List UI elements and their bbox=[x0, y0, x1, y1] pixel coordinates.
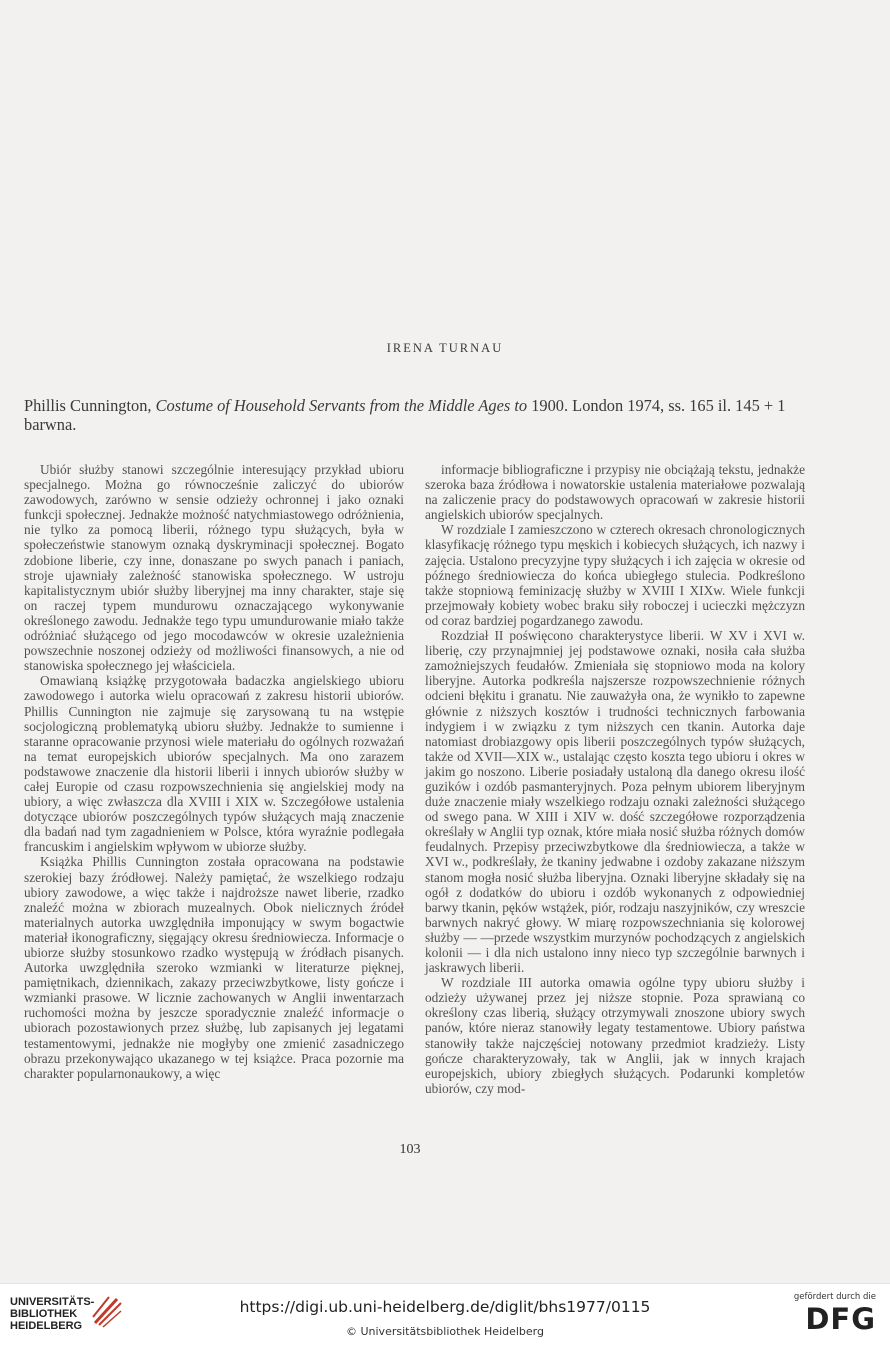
paragraph: informacje bibliograficzne i przypisy nie obciążają tekstu, jednakże szeroka baza źródłowa i nowatorskie ustalenia materiałowe pozwalają na zaliczenie pracy do podstawowych opracowań w zakresie historii angielskich ubiorów specjalnych. bbox=[425, 462, 805, 523]
left-column bbox=[24, 462, 404, 1081]
paragraph: Omawianą książkę przygotowała badaczka angielskiego ubioru zawodowego i autorka wielu opracowań z zakresu historii ubiorów. Phillis Cunnington nie zajmuje się zarysowaną tu na wstępie socjologiczną problematyką ubioru służby. Jednakże to sumienne i staranne opracowanie przynosi wiele materiału do ogólnych rozważań na temat europejskich ubiorów specjalnych. Ma ono zarazem podstawowe znaczenie dla historii liberii i innych ubiorów służby w całej Europie od czasu rozpowszechnienia się angielskiej mody na ubiory, a więc zwłaszcza dla XVIII i XIX w. Szczegółowe ustalenia dotyczące ubiorów poszczególnych typów służących mają znaczenie dla badań nad tym zagadnieniem w Polsce, która wyraźnie podlegała francuskim i angielskim wpływom w ubiorze służby. bbox=[24, 673, 404, 855]
review-author: IRENA TURNAU bbox=[386, 341, 504, 355]
viewer-footer bbox=[0, 1283, 890, 1347]
paragraph: Książka Phillis Cunnington została opracowana na podstawie szerokiej bazy źródłowej. Należy pamiętać, że wszelkiego rodzaju ubiory zawodowe, a więc także i najdroższe nawet liberie, rzadko znaleźć można w zbiorach muzealnych. Obok nielicznych źródeł materialnych autorka uwzględniła imponujący w swym bogactwie materiał ikonograficzny, sięgający okresu średniowiecza. Informacje o ubiorze służby stosunkowo rzadko występują w źródłach pisanych. Autorka uwzględniła szeroko wzmianki w literaturze pięknej, pamiętnikach, dziennikach, zakazy przeciwzbytkowe, listy gończe i wzmianki prasowe. W licznie zachowanych w Anglii inwentarzach ruchomości można by jeszcze sporadycznie znaleźć informacje o ubiorach pozostawionych przez służbę, lub zapisanych jej legatami testamentowymi, jednakże nie mogłyby one zmienić zasadniczego obrazu przekonywająco ukazanego w tej książce. Praca pozornie ma charakter popularnonaukowy, a więc bbox=[24, 854, 404, 1081]
copyright-notice: © Universitätsbibliothek Heidelberg bbox=[345, 1325, 544, 1338]
library-name-line: UNIVERSITÄTS- bbox=[10, 1296, 95, 1308]
paragraph: Ubiór służby stanowi szczególnie interesujący przykład ubioru specjalnego. Można go równocześnie zaliczyć do ubiorów zawodowych, zarówno w sensie odzieży ochronnej i jako oznaki funkcji społecznej. Jednakże możność natychmiastowego odróżnienia, nie tylko za pomocą liberii, różnego typu służących, była w społeczeństwie stanowym oznaką dyskryminacji społecznej. Bogato zdobione liberie, czy inne, donaszane po swych panach i paniach, stroje ujawniały zależność stanowiska społecznego. W ustroju kapitalistycznym ubiór służby liberyjnej ma inny charakter, staje się on raczej typem mundurowu oznaczającego wykonywanie określonego zawodu. Jednakże tego typu umundurowanie miało także odróżniać służącego od jego mocodawców w okresie uzależnienia powszechnie noszonej odzieży od możliwości finansowych, a nie od stanowiska społecznego jej właściciela. bbox=[24, 462, 404, 674]
book-citation bbox=[24, 396, 824, 434]
dfg-logo[interactable]: DFG bbox=[805, 1302, 876, 1336]
paragraph: W rozdziale I zamieszczono w czterech okresach chronologicznych klasyfikację różnego typu męskich i kobiecych służących, ich nazwy i zajęcia. Ustalono precyzyjne typy służących i ich zajęcia w okresie od późnego średniowiecza do końca ubiegłego stulecia. Podkreślono także stopniową feminizację służby w XVIII I XIXw. Wiele funkcji przejmowały kobiety wobec braku siły roboczej i ucieczki mężczyzn od coraz bardziej pogardzanego zawodu. bbox=[425, 522, 805, 628]
right-column bbox=[425, 462, 805, 1096]
library-name-line: HEIDELBERG bbox=[10, 1320, 83, 1332]
book-title: Costume of Household Servants from the Middle Ages to bbox=[155, 396, 528, 415]
funder-label: gefördert durch die bbox=[793, 1292, 876, 1302]
paragraph: W rozdziale III autorka omawia ogólne typy ubioru służby i odzieży używanej przez jej niższe stopnie. Poza sprawianą co określony czas liberią, służący otrzymywali znoszone ubiory swych panów, które nieraz stanowiły legaty testamentowe. Ubiory państwa stanowiły także najczęściej notowany przedmiot kradzieży. Listy gończe charakteryzowały, tak w Anglii, jak w innych krajach europejskich, ubiory zbiegłych służących. Podarunki kompletów ubiorów, czy mod- bbox=[425, 975, 805, 1096]
page-number: 103 bbox=[399, 1142, 421, 1157]
library-name-line: BIBLIOTHEK bbox=[10, 1308, 78, 1320]
library-logo-icon[interactable] bbox=[91, 1293, 123, 1329]
paragraph: Rozdział II poświęcono charakterystyce liberii. W XV i XVI w. liberię, czy przynajmniej jej podstawowe oznaki, nosiła cała służba zamożniejszych feudałów. Zmieniała się stopniowo moda na kolory liberyjne. Autorka podkreśla najszersze rozpowszechnienie różnych odcieni błękitu i granatu. Nie zauważyła ona, że wynikło to zapewne głównie z niższych kosztów i trudności technicznych farbowania indygiem i w związku z tym niższych cen tkanin. Autorka daje natomiast drobiazgowy opis liberii poszczególnych typów służących, także od XVII—XIX w., ustalając często koszta tego ubioru i okres w jakim go noszono. Liberie posiadały ustaloną dla danego okresu ilość guzików i ozdób pasmanteryjnych. Poza pełnym ubiorem liberyjnym duże znaczenie miały wszelkiego rodzaju oznaki zależności służącego od swego pana. W XIII i XIV w. dość szczegółowe rozporządzenia określały w Anglii typ oznak, które miała nosić służba różnych domów feudalnych. Przepisy przeciwzbytkowe dla średniowiecza, a także w XVI w., podkreślały, że tkaniny jedwabne i ozdoby zakazane niższym stanom mogła nosić służba liberyjna. Oznaki liberyjne składały się na ogół z dodatków do ubioru i ozdób wykonanych z odpowiedniej barwy tkanin, pęków wstążek, piór, rodzaju naszyjników, czy wreszcie barwnych nakryć głowy. W miarę rozpowszechniania się kolorowej służby — —przede wszystkim murzynów pochodzących z angielskich kolonii — i dla nich ustalono inny nieco typ szczególnie barwnych i jaskrawych liberii. bbox=[425, 628, 805, 976]
permalink-url[interactable]: https://digi.ub.uni-heidelberg.de/diglit/bhs1977/0115 bbox=[239, 1298, 651, 1316]
book-details: 1900. London 1974, ss. 165 il. 145 + 1 barwna. bbox=[24, 396, 786, 434]
library-name[interactable] bbox=[10, 1296, 94, 1332]
book-author: Phillis Cunnington, bbox=[24, 396, 156, 415]
